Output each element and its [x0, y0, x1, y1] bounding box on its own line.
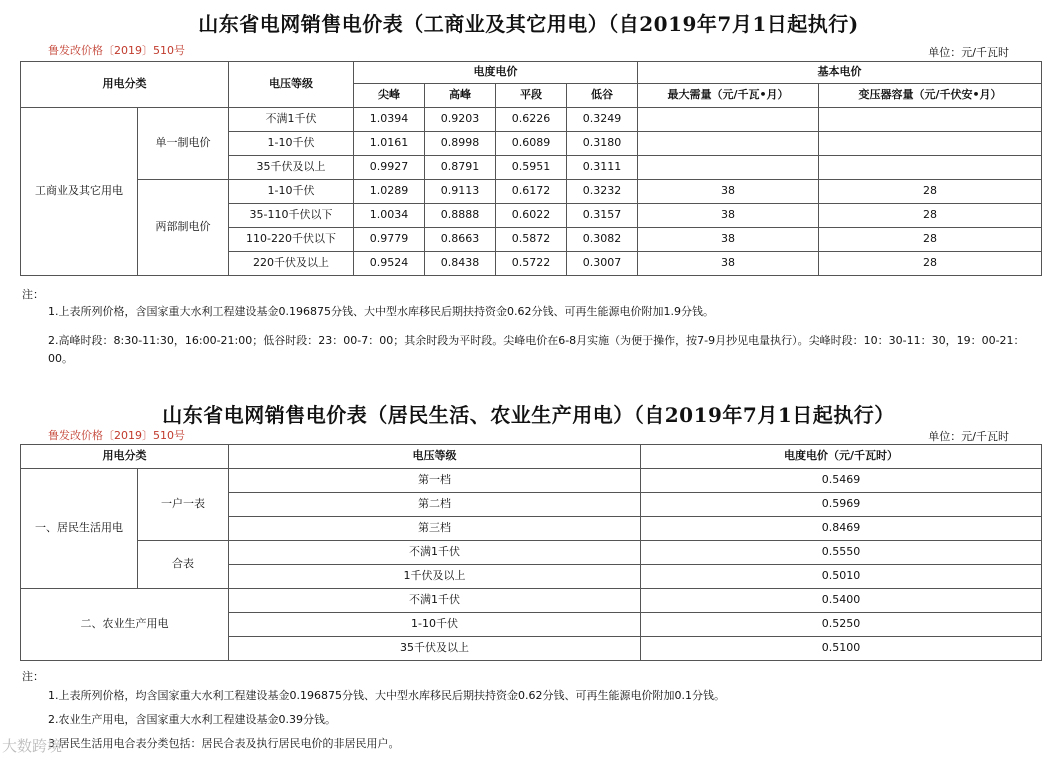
high-price: 0.9203: [425, 108, 496, 132]
max-demand-price: 38: [638, 252, 819, 276]
voltage-cell: 1-10千伏: [229, 180, 354, 204]
table1-doc-number: 鲁发改价格〔2019〕510号: [48, 44, 185, 57]
low-price: 0.3007: [567, 252, 638, 276]
high-price: 0.8791: [425, 156, 496, 180]
table1-note-label: 注：: [22, 288, 44, 301]
header-max-demand: 最大需量（元/千瓦•月）: [638, 84, 819, 108]
flat-price: 0.5722: [496, 252, 567, 276]
voltage-cell: 第二档: [229, 493, 641, 517]
table1-note-1: 1.上表所列价格，含国家重大水利工程建设基金0.196875分钱、大中型水库移民后期扶持资金0.62分钱、可再生能源电价附加1.9分钱。: [48, 305, 714, 318]
table-row: [21, 589, 1042, 613]
flat-price: 0.5872: [496, 228, 567, 252]
max-demand-price: 38: [638, 228, 819, 252]
category-residential: 一、居民生活用电: [21, 469, 138, 589]
category-agricultural: 二、农业生产用电: [21, 589, 229, 661]
capacity-price: 28: [819, 252, 1042, 276]
category-commercial: 工商业及其它用电: [21, 108, 138, 276]
voltage-cell: 110-220千伏以下: [229, 228, 354, 252]
price-cell: 0.8469: [641, 517, 1042, 541]
table2-doc-number: 鲁发改价格〔2019〕510号: [48, 429, 185, 442]
flat-price: 0.6172: [496, 180, 567, 204]
header-transformer-capacity: 变压器容量（元/千伏安•月）: [819, 84, 1042, 108]
price-cell: 0.5969: [641, 493, 1042, 517]
capacity-price: [819, 108, 1042, 132]
high-price: 0.8888: [425, 204, 496, 228]
peak-price: 0.9524: [354, 252, 425, 276]
voltage-cell: 35-110千伏以下: [229, 204, 354, 228]
watermark-logo: 大数跨境: [2, 737, 63, 755]
subcategory-shared-meter: 合表: [138, 541, 229, 589]
price-cell: 0.5250: [641, 613, 1042, 637]
price-cell: 0.5100: [641, 637, 1042, 661]
price-cell: 0.5400: [641, 589, 1042, 613]
subcategory-two-part: 两部制电价: [138, 180, 229, 276]
flat-price: 0.5951: [496, 156, 567, 180]
header-category: 用电分类: [21, 62, 229, 108]
voltage-cell: 第一档: [229, 469, 641, 493]
header-low: 低谷: [567, 84, 638, 108]
peak-price: 1.0034: [354, 204, 425, 228]
low-price: 0.3249: [567, 108, 638, 132]
header-voltage: 电压等级: [229, 62, 354, 108]
subcategory-single-part: 单一制电价: [138, 108, 229, 180]
peak-price: 1.0394: [354, 108, 425, 132]
commercial-price-table: [20, 61, 1042, 276]
capacity-price: [819, 156, 1042, 180]
price-cell: 0.5550: [641, 541, 1042, 565]
low-price: 0.3180: [567, 132, 638, 156]
low-price: 0.3157: [567, 204, 638, 228]
table1-unit: 单位：元/千瓦时: [928, 46, 1009, 59]
voltage-cell: 不满1千伏: [229, 108, 354, 132]
table2-note-1: 1.上表所列价格，均含国家重大水利工程建设基金0.196875分钱、大中型水库移民后期扶持资金0.62分钱、可再生能源电价附加0.1分钱。: [48, 689, 725, 702]
table-row: [21, 541, 1042, 565]
header-basic-price: 基本电价: [638, 62, 1042, 84]
table1-note-2: 2.高峰时段：8:30-11:30，16:00-21:00；低谷时段：23：00-7：00；其余时段为平时段。尖峰电价在6-8月实施（为便于操作，按7-9月抄见电量执行）。尖峰时段：10：30-11：30，19：00-21：00。: [48, 334, 1025, 365]
header-energy-price: 电度电价: [354, 62, 638, 84]
table-row: [21, 469, 1042, 493]
voltage-cell: 1千伏及以上: [229, 565, 641, 589]
voltage-cell: 35千伏及以上: [229, 156, 354, 180]
table2-note-label: 注：: [22, 670, 44, 683]
max-demand-price: [638, 156, 819, 180]
table1-title: 山东省电网销售电价表（工商业及其它用电）（自2019年7月1日起执行): [198, 12, 859, 36]
max-demand-price: 38: [638, 180, 819, 204]
high-price: 0.9113: [425, 180, 496, 204]
high-price: 0.8663: [425, 228, 496, 252]
voltage-cell: 不满1千伏: [229, 541, 641, 565]
capacity-price: 28: [819, 228, 1042, 252]
voltage-cell: 220千伏及以上: [229, 252, 354, 276]
table-row: [21, 180, 1042, 204]
header-peak: 尖峰: [354, 84, 425, 108]
table2-unit: 单位：元/千瓦时: [928, 430, 1009, 443]
voltage-cell: 35千伏及以上: [229, 637, 641, 661]
low-price: 0.3232: [567, 180, 638, 204]
low-price: 0.3082: [567, 228, 638, 252]
price-cell: 0.5469: [641, 469, 1042, 493]
header-category: 用电分类: [21, 445, 229, 469]
voltage-cell: 不满1千伏: [229, 589, 641, 613]
voltage-cell: 第三档: [229, 517, 641, 541]
max-demand-price: [638, 132, 819, 156]
voltage-cell: 1-10千伏: [229, 613, 641, 637]
header-flat: 平段: [496, 84, 567, 108]
flat-price: 0.6022: [496, 204, 567, 228]
peak-price: 0.9927: [354, 156, 425, 180]
high-price: 0.8998: [425, 132, 496, 156]
capacity-price: 28: [819, 204, 1042, 228]
peak-price: 0.9779: [354, 228, 425, 252]
flat-price: 0.6226: [496, 108, 567, 132]
low-price: 0.3111: [567, 156, 638, 180]
capacity-price: [819, 132, 1042, 156]
subcategory-single-meter: 一户一表: [138, 469, 229, 541]
residential-price-table: [20, 444, 1042, 661]
price-cell: 0.5010: [641, 565, 1042, 589]
peak-price: 1.0161: [354, 132, 425, 156]
max-demand-price: [638, 108, 819, 132]
header-high: 高峰: [425, 84, 496, 108]
table2-note-2: 2.农业生产用电，含国家重大水利工程建设基金0.39分钱。: [48, 713, 336, 726]
table-row: [21, 108, 1042, 132]
voltage-cell: 1-10千伏: [229, 132, 354, 156]
header-voltage: 电压等级: [229, 445, 641, 469]
high-price: 0.8438: [425, 252, 496, 276]
flat-price: 0.6089: [496, 132, 567, 156]
max-demand-price: 38: [638, 204, 819, 228]
capacity-price: 28: [819, 180, 1042, 204]
peak-price: 1.0289: [354, 180, 425, 204]
header-energy-price: 电度电价（元/千瓦时）: [641, 445, 1042, 469]
table2-note-3: 3.居民生活用电合表分类包括：居民合表及执行居民电价的非居民用户。: [48, 737, 400, 750]
table2-title: 山东省电网销售电价表（居民生活、农业生产用电）（自2019年7月1日起执行）: [162, 403, 895, 427]
